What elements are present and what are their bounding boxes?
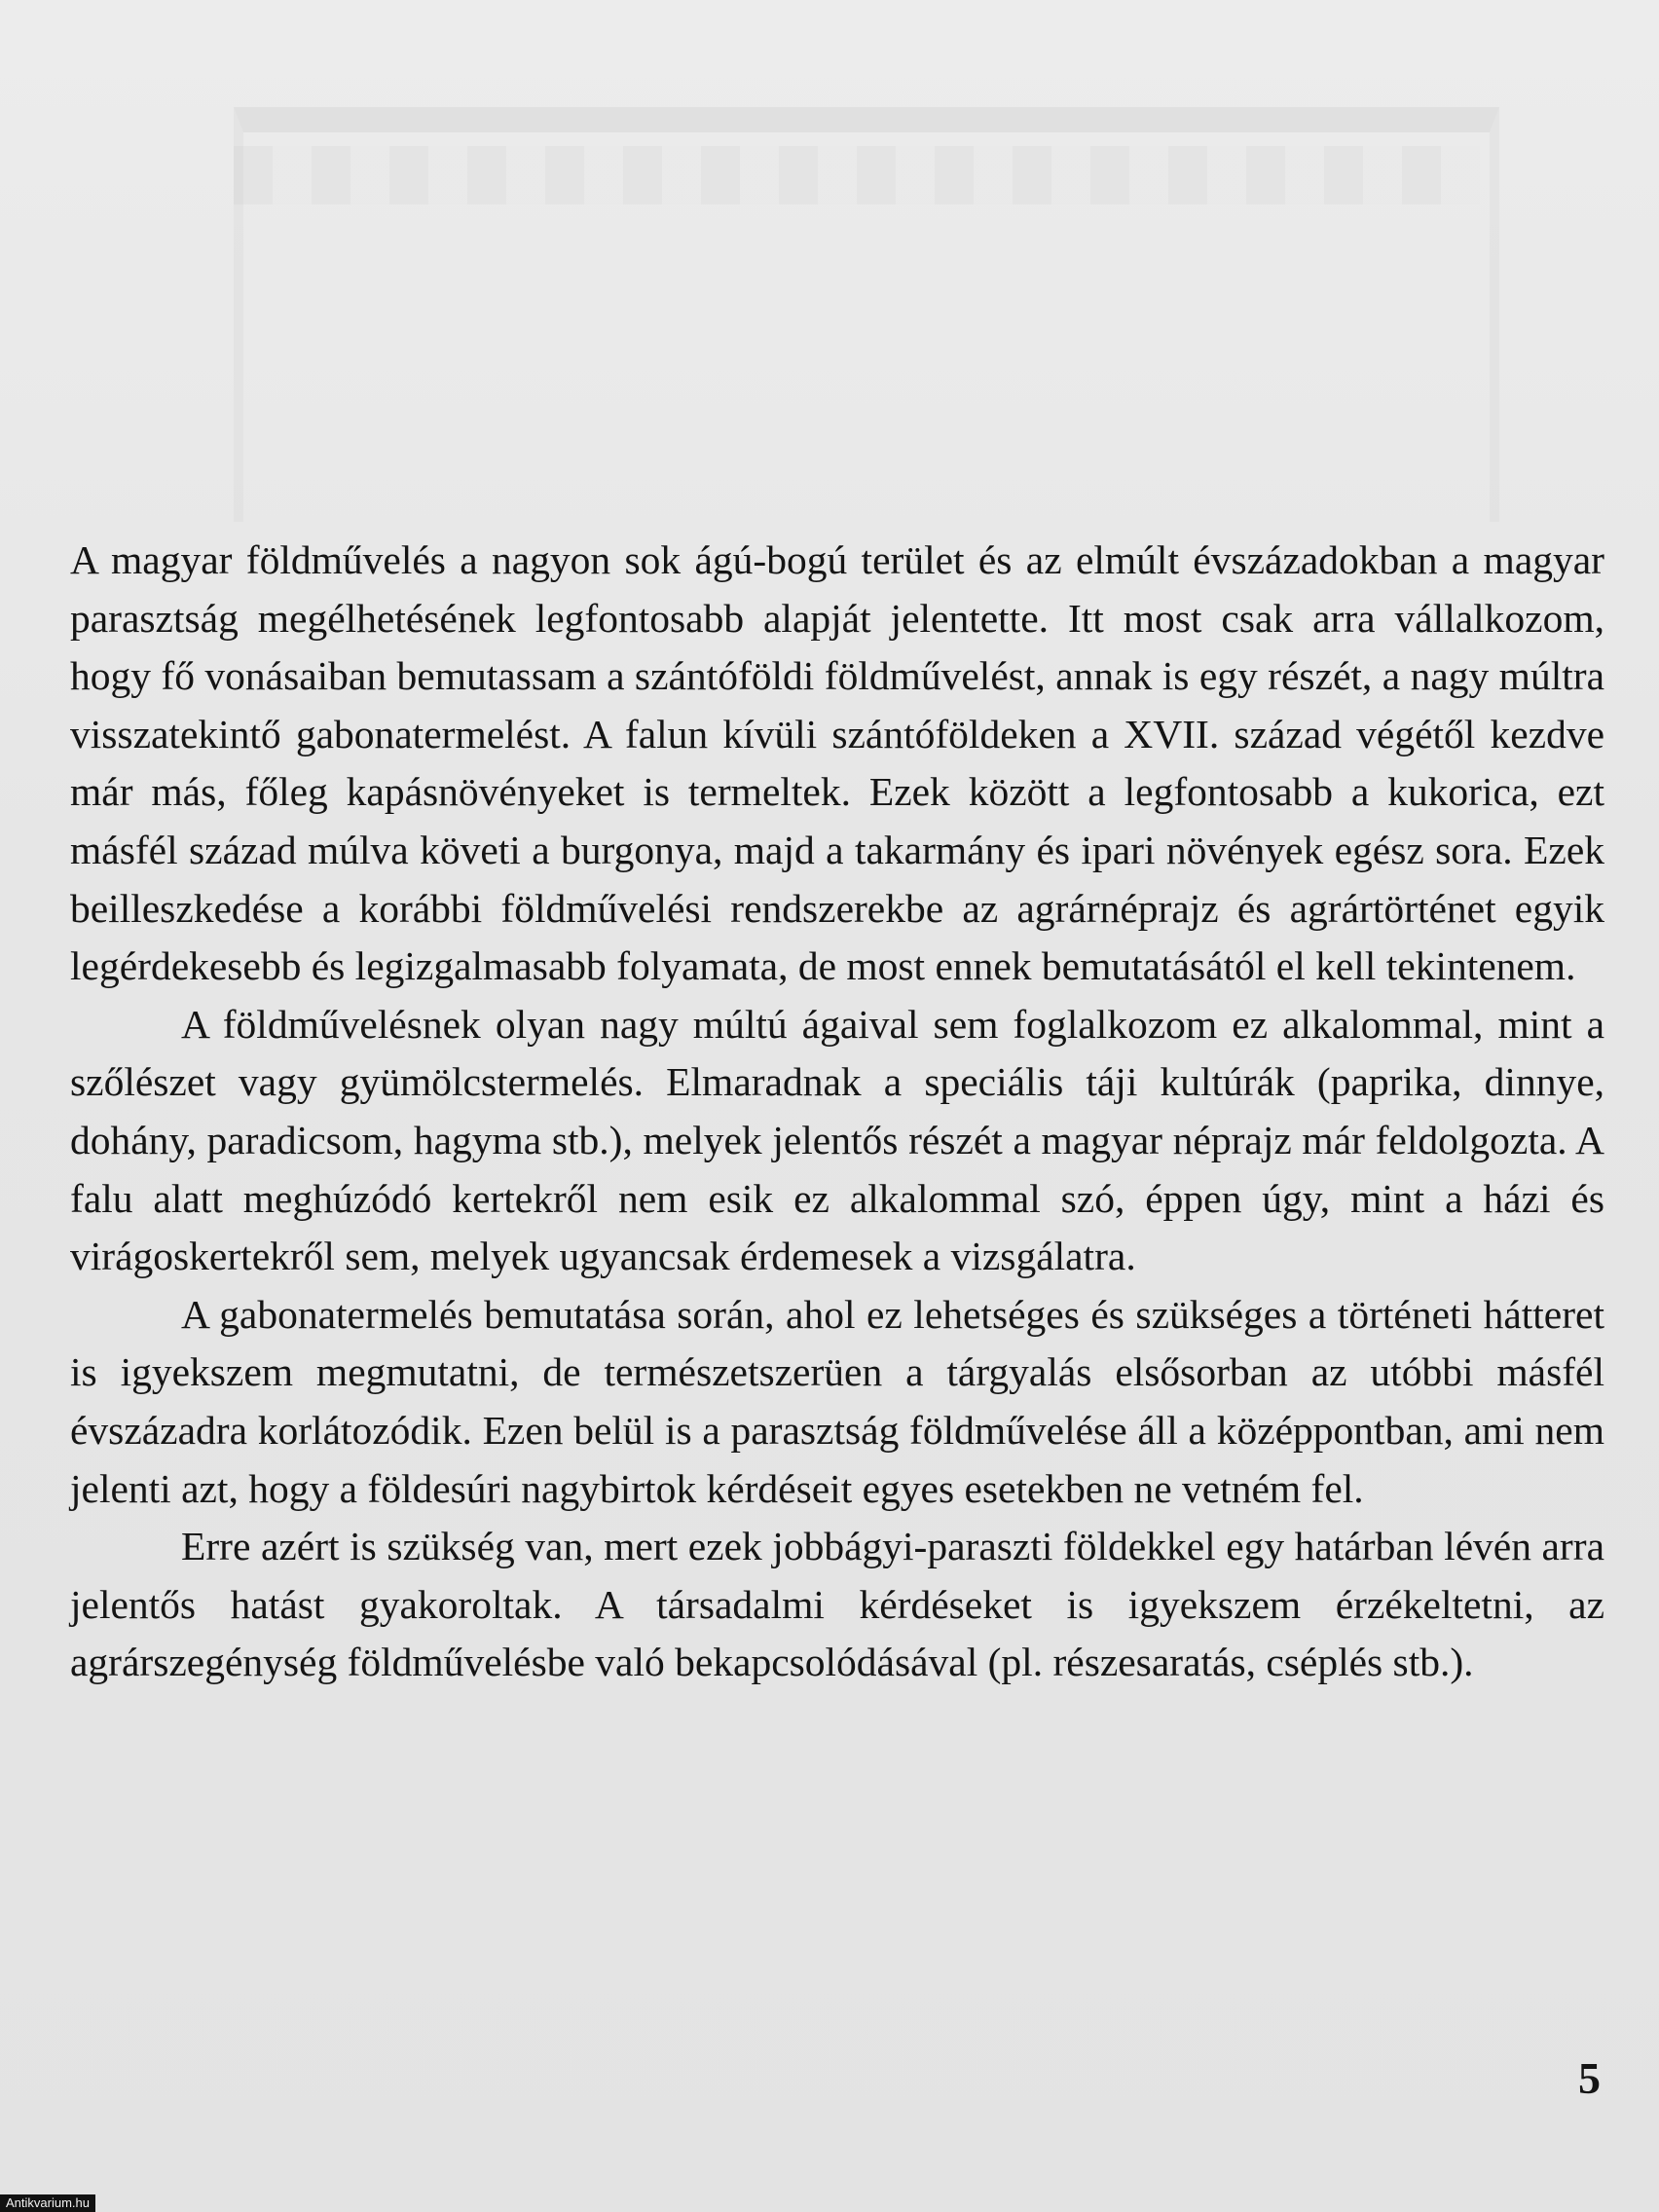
paragraph-4: Erre azért is szükség van, mert ezek jobbágyi-paraszti földekkel egy határban lévén arra jelentős hatást gyakoroltak. A társadalmi kérdéseket is igyekszem érzékeltetni, az agrárszegénység földművelésbe való bekapcsolódásával (pl. részesaratás, cséplés stb.). [70,1524,1604,1685]
watermark-label: Antikvarium.hu [0,2194,95,2212]
paragraph-1: A magyar földművelés a nagyon sok ágú-bogú terület és az elmúlt évszázadokban a magyar parasztság megélhetésének legfontosabb alapját jelentette. Itt most csak arra vállalkozom, hogy fő vonásaiban bemutassam a szántóföldi földművelést, annak is egy részét, a nagy múltra visszatekintő gabonatermelést. A falun kívüli szántóföldeken a XVII. század végétől kezdve már más, főleg kapásnövényeket is termeltek. Ezek között a legfontosabb a kukorica, ezt másfél század múlva követi a burgonya, majd a takarmány és ipari növények egész sora. Ezek beilleszkedése a korábbi földművelési rendszerekbe az agrárnéprajz és agrártörténet egyik legérdekesebb és legizgalmasabb folyamata, de most ennek bemutatásától el kell tekintenem. [70,537,1604,989]
page-number: 5 [1578,2053,1601,2103]
show-through-ornament-band [234,146,1480,204]
paragraph-2: A földművelésnek olyan nagy múltú ágaival sem foglalkozom ez alkalommal, mint a szőlészet vagy gyümölcstermelés. Elmaradnak a speciális táji kultúrák (paprika, dinnye, dohány, paradicsom, hagyma stb.), melyek jelentős részét a magyar néprajz már feldolgozta. A falu alatt meghúzódó kertekről nem esik ez alkalommal szó, éppen úgy, mint a házi és virágoskertekről sem, melyek ugyancsak érdemesek a vizsgálatra. [70,1001,1604,1279]
body-text [70,532,1604,1692]
paragraph-3: A gabonatermelés bemutatása során, ahol ez lehetséges és szükséges a történeti hátteret is igyekszem megmutatni, de természetszerüen a tárgyalás elsősorban az utóbbi másfél évszázadra korlátozódik. Ezen belül is a parasztság földművelése áll a középpontban, ami nem jelenti azt, hogy a földesúri nagybirtok kérdéseit egyes esetekben ne vetném fel. [70,1291,1604,1511]
